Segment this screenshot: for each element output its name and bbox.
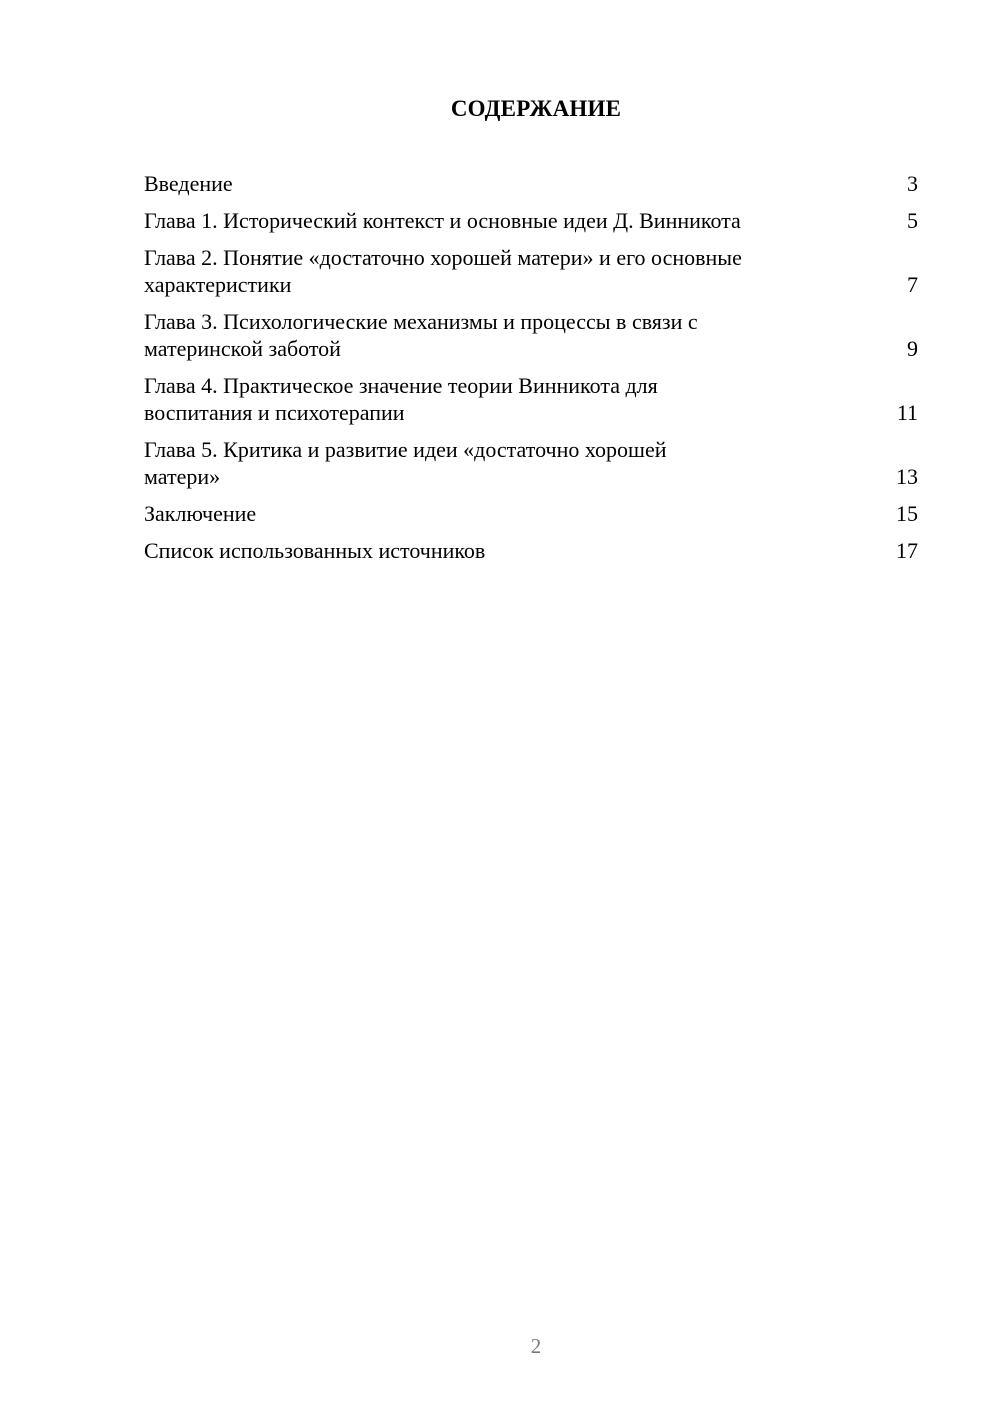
toc-entry-page-number: 15 (896, 501, 918, 526)
toc-entry-chapter-5 (144, 436, 918, 490)
toc-entry-title: Введение (144, 171, 233, 196)
toc-entry-title: Глава 3. Психологические механизмы и процессы в связи с материнской заботой (144, 309, 698, 361)
toc-entry-introduction (144, 170, 918, 197)
toc-entry-page-number: 5 (907, 208, 918, 233)
toc-entry-page-number: 3 (907, 171, 918, 196)
toc-heading: СОДЕРЖАНИЕ (450, 96, 622, 121)
toc-entry-title: Глава 5. Критика и развитие идеи «достаточно хорошей матери» (144, 437, 667, 489)
toc-entry-chapter-1 (144, 207, 918, 234)
toc-entry-title: Список использованных источников (144, 538, 486, 563)
toc-entry-references (144, 537, 918, 564)
toc-entry-chapter-4 (144, 372, 918, 426)
toc-entry-page-number: 11 (896, 400, 918, 425)
toc-entry-title: Заключение (144, 501, 257, 526)
toc-entry-chapter-3 (144, 308, 918, 362)
toc-entry-page-number: 9 (907, 336, 918, 361)
toc-entry-page-number: 17 (896, 538, 918, 563)
toc-list (144, 170, 918, 574)
toc-entry-title: Глава 4. Практическое значение теории Винникота для воспитания и психотерапии (144, 373, 658, 425)
toc-entry-title: Глава 2. Понятие «достаточно хорошей матери» и его основные характеристики (144, 245, 742, 297)
toc-entry-page-number: 13 (896, 464, 918, 489)
toc-entry-title: Глава 1. Исторический контекст и основные идеи Д. Винникота (144, 208, 741, 233)
toc-entry-chapter-2 (144, 244, 918, 298)
page-number: 2 (530, 1334, 542, 1358)
toc-entry-conclusion (144, 500, 918, 527)
toc-entry-page-number: 7 (907, 272, 918, 297)
